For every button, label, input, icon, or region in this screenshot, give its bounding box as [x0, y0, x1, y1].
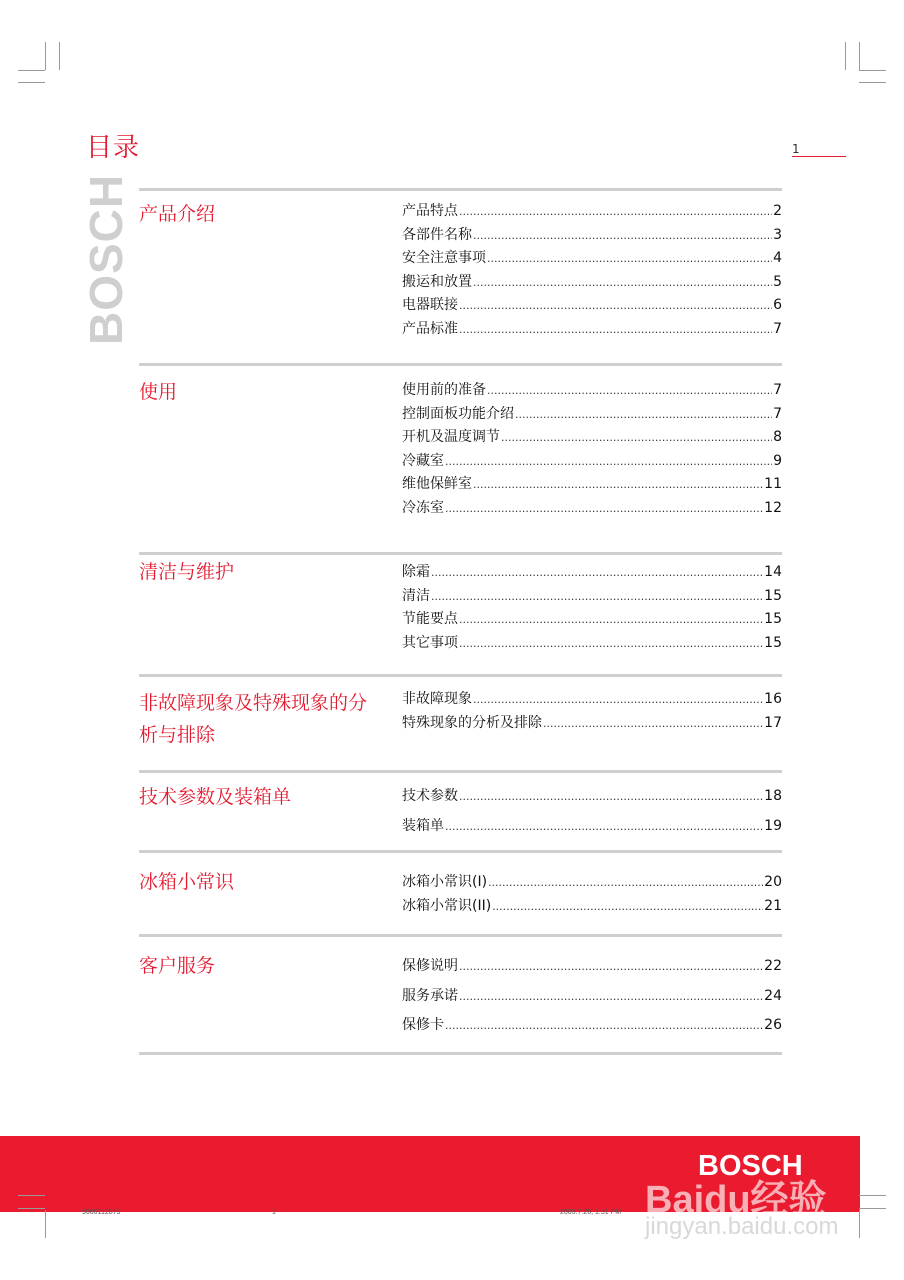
entry-page: 15	[764, 587, 782, 604]
toc-entry[interactable]	[402, 379, 782, 403]
watermark-logo: Baidu经验	[645, 1179, 827, 1221]
entry-label: 维他保鲜室	[402, 476, 472, 493]
entry-label: 开机及温度调节	[402, 429, 500, 446]
entry-label: 除霜	[402, 564, 430, 580]
entry-label: 其它事项	[402, 634, 458, 651]
entry-page: 24	[764, 987, 782, 1004]
entry-label: 使用前的准备	[402, 382, 486, 398]
section-entries	[402, 688, 782, 735]
entry-label: 产品标准	[402, 320, 458, 337]
dot-leader	[492, 900, 763, 913]
entry-label: 节能要点	[402, 611, 458, 628]
toc-entry[interactable]	[402, 815, 782, 845]
section-entries	[402, 379, 782, 521]
entry-page: 21	[764, 897, 782, 914]
dot-leader	[459, 637, 763, 650]
entry-page: 4	[773, 250, 782, 267]
toc-entry[interactable]	[402, 871, 782, 895]
section-title: 技术参数及装箱单	[139, 786, 292, 808]
entry-page: 3	[773, 226, 782, 243]
toc-entry[interactable]	[402, 985, 782, 1015]
bosch-vertical-logo: BOSCH	[80, 173, 132, 345]
dot-leader	[459, 323, 772, 336]
toc-entry[interactable]	[402, 688, 782, 712]
section-entries	[402, 785, 782, 844]
section-title: 非故障现象及特殊现象的分析与排除	[139, 692, 368, 746]
dot-leader	[473, 276, 772, 289]
section-title: 清洁与维护	[139, 561, 235, 583]
entry-label: 搬运和放置	[402, 273, 472, 290]
entry-page: 15	[764, 634, 782, 651]
crop-mark	[18, 70, 45, 71]
dot-leader	[459, 960, 763, 973]
crop-mark	[859, 1210, 860, 1238]
entry-page: 12	[764, 499, 782, 516]
dot-leader	[431, 590, 763, 603]
entry-page: 7	[773, 320, 782, 337]
entry-page: 7	[773, 382, 782, 398]
footer-bosch-logo: BOSCH	[698, 1150, 803, 1182]
toc-entry[interactable]	[402, 632, 782, 656]
entry-label: 装箱单	[402, 817, 444, 834]
crop-mark	[18, 1195, 45, 1196]
section-entries	[402, 955, 782, 1044]
entry-label: 非故障现象	[402, 691, 472, 707]
entry-label: 电器联接	[402, 297, 458, 314]
dot-leader	[431, 566, 763, 579]
section-title: 冰箱小常识	[139, 871, 235, 893]
toc-entry[interactable]	[402, 247, 782, 271]
section-divider	[139, 850, 782, 853]
section-title: 产品介绍	[139, 203, 216, 225]
entry-page: 6	[773, 297, 782, 314]
crop-mark	[859, 1195, 886, 1196]
entry-page: 2	[773, 203, 782, 219]
crop-mark	[18, 1208, 45, 1209]
entry-page: 7	[773, 405, 782, 422]
toc-entry[interactable]	[402, 497, 782, 521]
toc-entry[interactable]	[402, 712, 782, 736]
dot-leader	[473, 693, 763, 706]
entry-label: 保修说明	[402, 958, 458, 974]
slug-page: 1	[272, 1209, 276, 1216]
section-divider	[139, 188, 782, 191]
entry-label: 保修卡	[402, 1017, 444, 1034]
page-title: 目录	[86, 133, 141, 163]
entry-label: 清洁	[402, 587, 430, 604]
entry-page: 5	[773, 273, 782, 290]
section-divider	[139, 363, 782, 366]
toc-entry[interactable]	[402, 200, 782, 224]
dot-leader	[459, 299, 772, 312]
crop-mark	[45, 42, 46, 70]
entry-label: 各部件名称	[402, 226, 472, 243]
entry-page: 15	[764, 611, 782, 628]
toc-entry[interactable]	[402, 450, 782, 474]
toc-entry[interactable]	[402, 608, 782, 632]
crop-mark	[859, 70, 886, 71]
dot-leader	[487, 252, 772, 265]
toc-entry[interactable]	[402, 294, 782, 318]
entry-page: 14	[764, 564, 782, 580]
crop-mark	[845, 42, 846, 70]
toc-entry[interactable]	[402, 585, 782, 609]
entry-label: 冰箱小常识(I)	[402, 874, 488, 890]
section-entries	[402, 200, 782, 342]
dot-leader	[543, 717, 763, 730]
doc-code: 9000112875	[82, 1209, 121, 1216]
dot-leader	[488, 876, 763, 889]
dot-leader	[459, 990, 763, 1003]
toc-entry[interactable]	[402, 224, 782, 248]
entry-label: 服务承诺	[402, 987, 458, 1004]
section-divider	[139, 1052, 782, 1055]
toc-entry[interactable]	[402, 473, 782, 497]
entry-page: 17	[764, 714, 782, 731]
dot-leader	[445, 820, 763, 833]
entry-page: 9	[773, 452, 782, 469]
timestamp: 2005.7.26, 1:51 PM	[560, 1209, 622, 1216]
toc-entry[interactable]	[402, 561, 782, 585]
dot-leader	[459, 790, 763, 803]
crop-mark	[859, 82, 886, 83]
dot-leader	[487, 384, 772, 397]
crop-mark	[859, 1208, 886, 1209]
entry-label: 控制面板功能介绍	[402, 405, 514, 422]
toc-entry[interactable]	[402, 895, 782, 919]
dot-leader	[445, 1019, 763, 1032]
dot-leader	[445, 502, 763, 515]
entry-label: 产品特点	[402, 203, 458, 219]
entry-label: 特殊现象的分析及排除	[402, 714, 542, 731]
page-number: 1	[792, 142, 846, 157]
toc-entry[interactable]	[402, 1014, 782, 1044]
entry-label: 冰箱小常识(II)	[402, 897, 492, 914]
dot-leader	[473, 229, 772, 242]
dot-leader	[515, 408, 772, 421]
crop-mark	[59, 42, 60, 70]
toc-entry[interactable]	[402, 785, 782, 815]
crop-mark	[18, 82, 45, 83]
section-divider	[139, 674, 782, 677]
section-divider	[139, 934, 782, 937]
section-entries	[402, 561, 782, 655]
watermark-url: jingyan.baidu.com	[645, 1213, 839, 1240]
entry-label: 安全注意事项	[402, 250, 486, 267]
toc-entry[interactable]	[402, 426, 782, 450]
section-entries	[402, 871, 782, 918]
section-title: 使用	[139, 381, 178, 403]
entry-page: 26	[764, 1017, 782, 1034]
dot-leader	[459, 613, 763, 626]
toc-entry[interactable]	[402, 318, 782, 342]
toc-entry[interactable]	[402, 403, 782, 427]
section-title: 客户服务	[139, 955, 216, 977]
entry-label: 技术参数	[402, 788, 458, 804]
entry-page: 18	[764, 788, 782, 804]
section-divider	[139, 552, 782, 555]
entry-page: 20	[764, 874, 782, 890]
dot-leader	[459, 205, 772, 218]
dot-leader	[445, 455, 772, 468]
crop-mark	[859, 42, 860, 70]
dot-leader	[501, 431, 772, 444]
section-divider	[139, 770, 782, 773]
entry-page: 22	[764, 958, 782, 974]
entry-page: 19	[764, 817, 782, 834]
dot-leader	[473, 478, 763, 491]
entry-label: 冷冻室	[402, 499, 444, 516]
toc-entry[interactable]	[402, 955, 782, 985]
entry-label: 冷藏室	[402, 452, 444, 469]
crop-mark	[45, 1210, 46, 1238]
entry-page: 16	[764, 691, 782, 707]
entry-page: 8	[773, 429, 782, 446]
toc-entry[interactable]	[402, 271, 782, 295]
entry-page: 11	[764, 476, 782, 493]
